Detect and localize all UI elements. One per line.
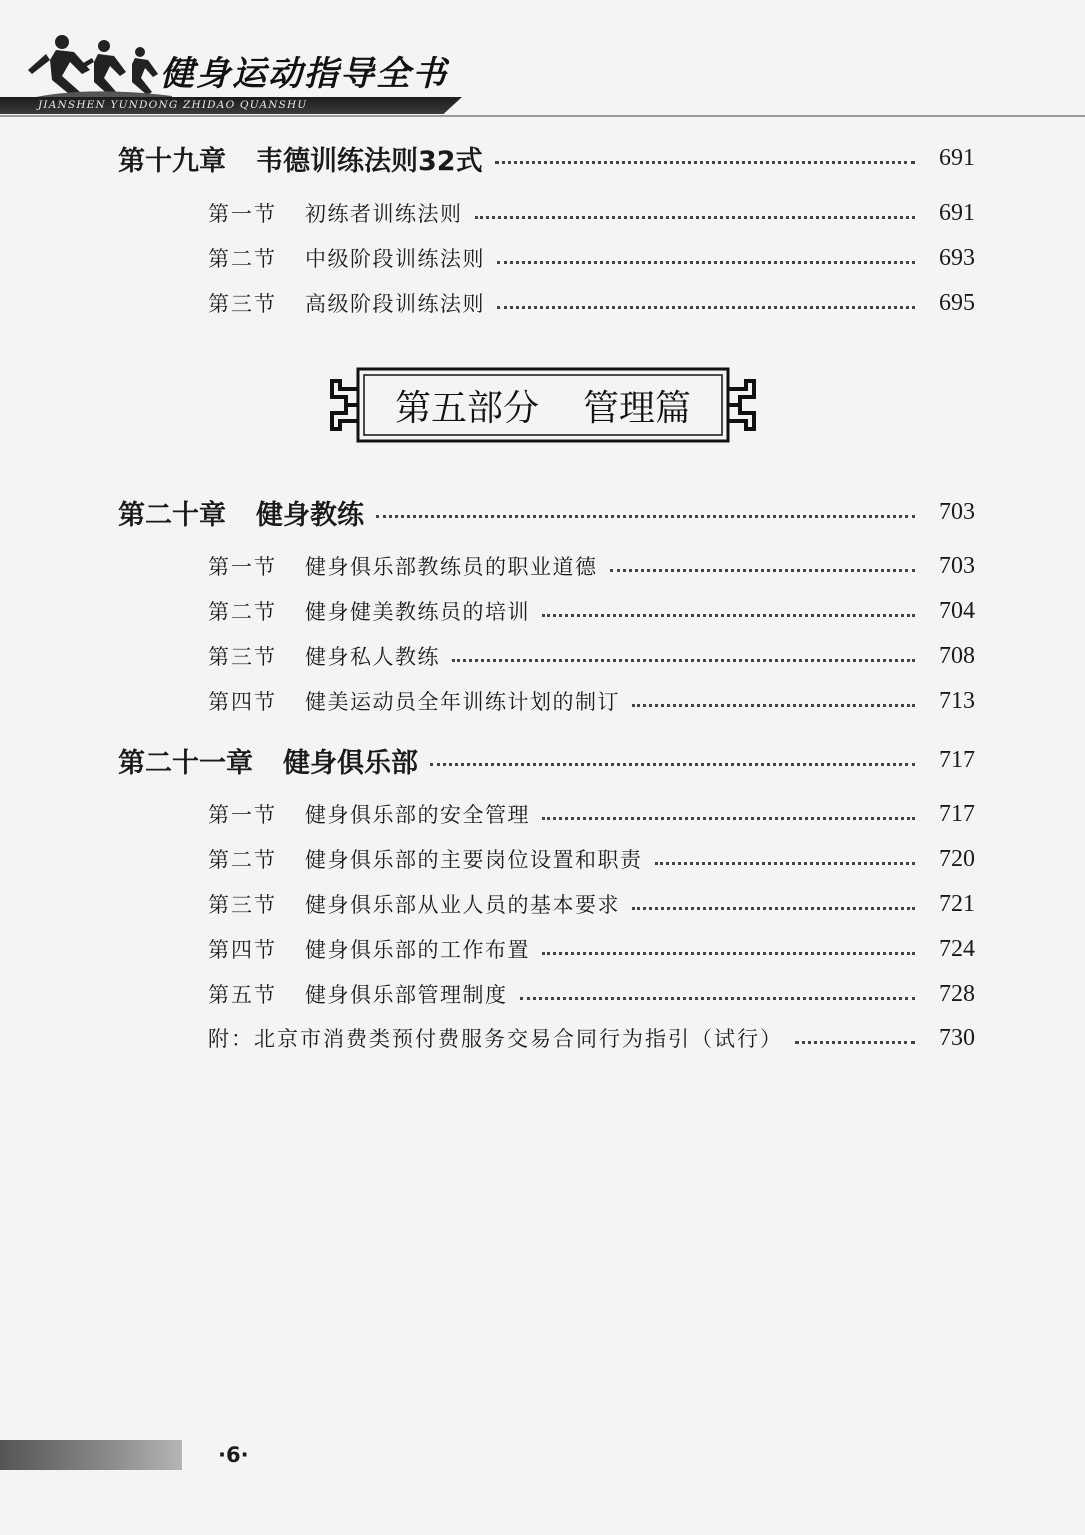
chapter-title: 韦德训练法则32式 [256, 145, 483, 177]
toc-section[interactable] [208, 285, 975, 321]
book-title: 健身运动指导全书 [160, 54, 448, 94]
toc-section[interactable] [208, 240, 975, 276]
section-number: 第四节 [208, 938, 277, 962]
section-number: 第一节 [208, 202, 277, 226]
chapter-number: 第二十一章 [118, 747, 253, 779]
section-number: 第二节 [208, 848, 277, 872]
toc-section[interactable] [208, 593, 975, 629]
toc-section[interactable] [208, 548, 975, 584]
part-heading [328, 367, 758, 443]
leader-dots [632, 907, 915, 910]
running-header [0, 0, 1085, 130]
page-ref: 724 [939, 935, 975, 962]
chapter-number: 第十九章 [118, 145, 226, 177]
page-number: ·6· [218, 1443, 249, 1467]
leader-dots [497, 306, 915, 309]
leader-dots [475, 216, 916, 219]
leader-dots [376, 515, 915, 518]
page-ref: 695 [939, 289, 975, 316]
toc-chapter-20[interactable] [118, 494, 975, 530]
chapter-number: 第二十章 [118, 499, 226, 531]
part-number: 第五部分 [394, 387, 539, 429]
page-ref: 708 [939, 642, 975, 669]
page-ref: 691 [939, 199, 975, 226]
section-title: 健身俱乐部的主要岗位设置和职责 [305, 848, 643, 872]
page-ref: 713 [939, 687, 975, 714]
page-ref: 720 [939, 845, 975, 872]
toc-section[interactable] [208, 841, 975, 877]
toc-chapter-19[interactable] [118, 140, 975, 176]
page-ref: 703 [939, 552, 975, 579]
section-title: 初练者训练法则 [305, 202, 463, 226]
section-number: 第五节 [208, 983, 277, 1007]
leader-dots [520, 997, 916, 1000]
section-title: 健身俱乐部从业人员的基本要求 [305, 893, 620, 917]
section-number: 第二节 [208, 247, 277, 271]
leader-dots [655, 862, 916, 865]
toc-section[interactable] [208, 195, 975, 231]
page-ref: 717 [939, 800, 975, 827]
leader-dots [632, 704, 915, 707]
footer-bar [0, 1440, 182, 1470]
section-number: 第二节 [208, 600, 277, 624]
toc-section[interactable] [208, 976, 975, 1012]
section-title: 健身健美教练员的培训 [305, 600, 530, 624]
section-number: 第一节 [208, 555, 277, 579]
toc-section[interactable] [208, 931, 975, 967]
section-title: 健身俱乐部教练员的职业道德 [305, 555, 598, 579]
leader-dots [542, 952, 915, 955]
leader-dots [452, 659, 915, 662]
page-ref: 717 [939, 746, 975, 773]
book-title-pinyin: JIANSHEN YUNDONG ZHIDAO QUANSHU [38, 99, 308, 111]
section-title: 健身私人教练 [305, 645, 440, 669]
leader-dots [542, 614, 915, 617]
section-number: 第四节 [208, 690, 277, 714]
section-number: 第三节 [208, 893, 277, 917]
page-ref: 703 [939, 498, 975, 525]
page-ref: 730 [939, 1024, 975, 1051]
page-ref: 721 [939, 890, 975, 917]
section-title: 健身俱乐部的工作布置 [305, 938, 530, 962]
section-title: 健身俱乐部管理制度 [305, 983, 508, 1007]
appendix-title: 附：北京市消费类预付费服务交易合同行为指引（试行） [208, 1027, 783, 1051]
page-ref: 691 [939, 144, 975, 171]
part-title [358, 367, 728, 443]
leader-dots [542, 817, 915, 820]
section-number: 第三节 [208, 645, 277, 669]
section-title: 中级阶段训练法则 [305, 247, 485, 271]
leader-dots [495, 161, 915, 164]
chapter-title: 健身教练 [256, 499, 364, 531]
page-ref: 728 [939, 980, 975, 1007]
section-title: 健美运动员全年训练计划的制订 [305, 690, 620, 714]
leader-dots [430, 763, 915, 766]
leader-dots [610, 569, 916, 572]
page-ref: 704 [939, 597, 975, 624]
toc-section[interactable] [208, 796, 975, 832]
part-name: 管理篇 [583, 387, 692, 429]
page-ref: 693 [939, 244, 975, 271]
toc-section[interactable] [208, 886, 975, 922]
section-title: 健身俱乐部的安全管理 [305, 803, 530, 827]
toc-section[interactable] [208, 683, 975, 719]
section-number: 第一节 [208, 803, 277, 827]
leader-dots [795, 1041, 915, 1044]
header-rule [0, 115, 1085, 117]
toc-appendix[interactable] [208, 1020, 975, 1056]
section-number: 第三节 [208, 292, 277, 316]
toc-section[interactable] [208, 638, 975, 674]
toc-chapter-21[interactable] [118, 742, 975, 778]
leader-dots [497, 261, 915, 264]
chapter-title: 健身俱乐部 [283, 747, 418, 779]
section-title: 高级阶段训练法则 [305, 292, 485, 316]
